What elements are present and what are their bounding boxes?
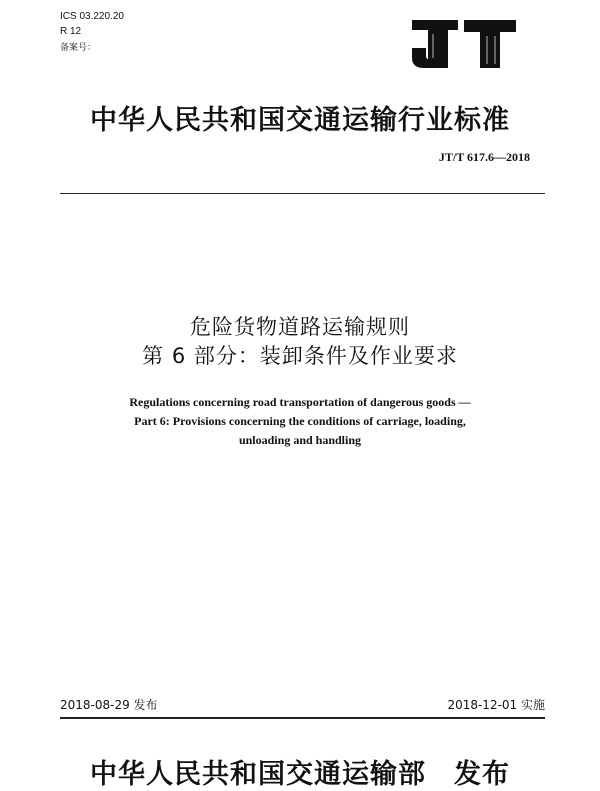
implement-date: 2018-12-01 实施 <box>447 698 545 712</box>
category-code: R 12 <box>60 26 82 37</box>
title-cn-line1: 危险货物道路运输规则 <box>190 315 410 339</box>
standard-number: JT/T 617.6—2018 <box>438 150 530 164</box>
title-cn-line2: 第 6 部分：装卸条件及作业要求 <box>142 344 458 368</box>
jt-logo <box>410 18 518 70</box>
divider-top <box>60 193 545 194</box>
title-en-line1: Regulations concerning road transportation of dangerous goods — <box>129 395 471 409</box>
divider-bottom <box>60 717 545 719</box>
title-en-line2: Part 6: Provisions concerning the conditions of carriage, loading, <box>134 414 466 428</box>
org-title: 中华人民共和国交通运输行业标准 <box>90 105 510 136</box>
filing-number: 备案号： <box>60 43 97 53</box>
issue-date: 2018-08-29 发布 <box>60 698 158 712</box>
ics-code: ICS 03.220.20 <box>60 11 124 22</box>
issuer: 中华人民共和国交通运输部 发布 <box>90 759 510 790</box>
title-en-line3: unloading and handling <box>238 433 362 447</box>
